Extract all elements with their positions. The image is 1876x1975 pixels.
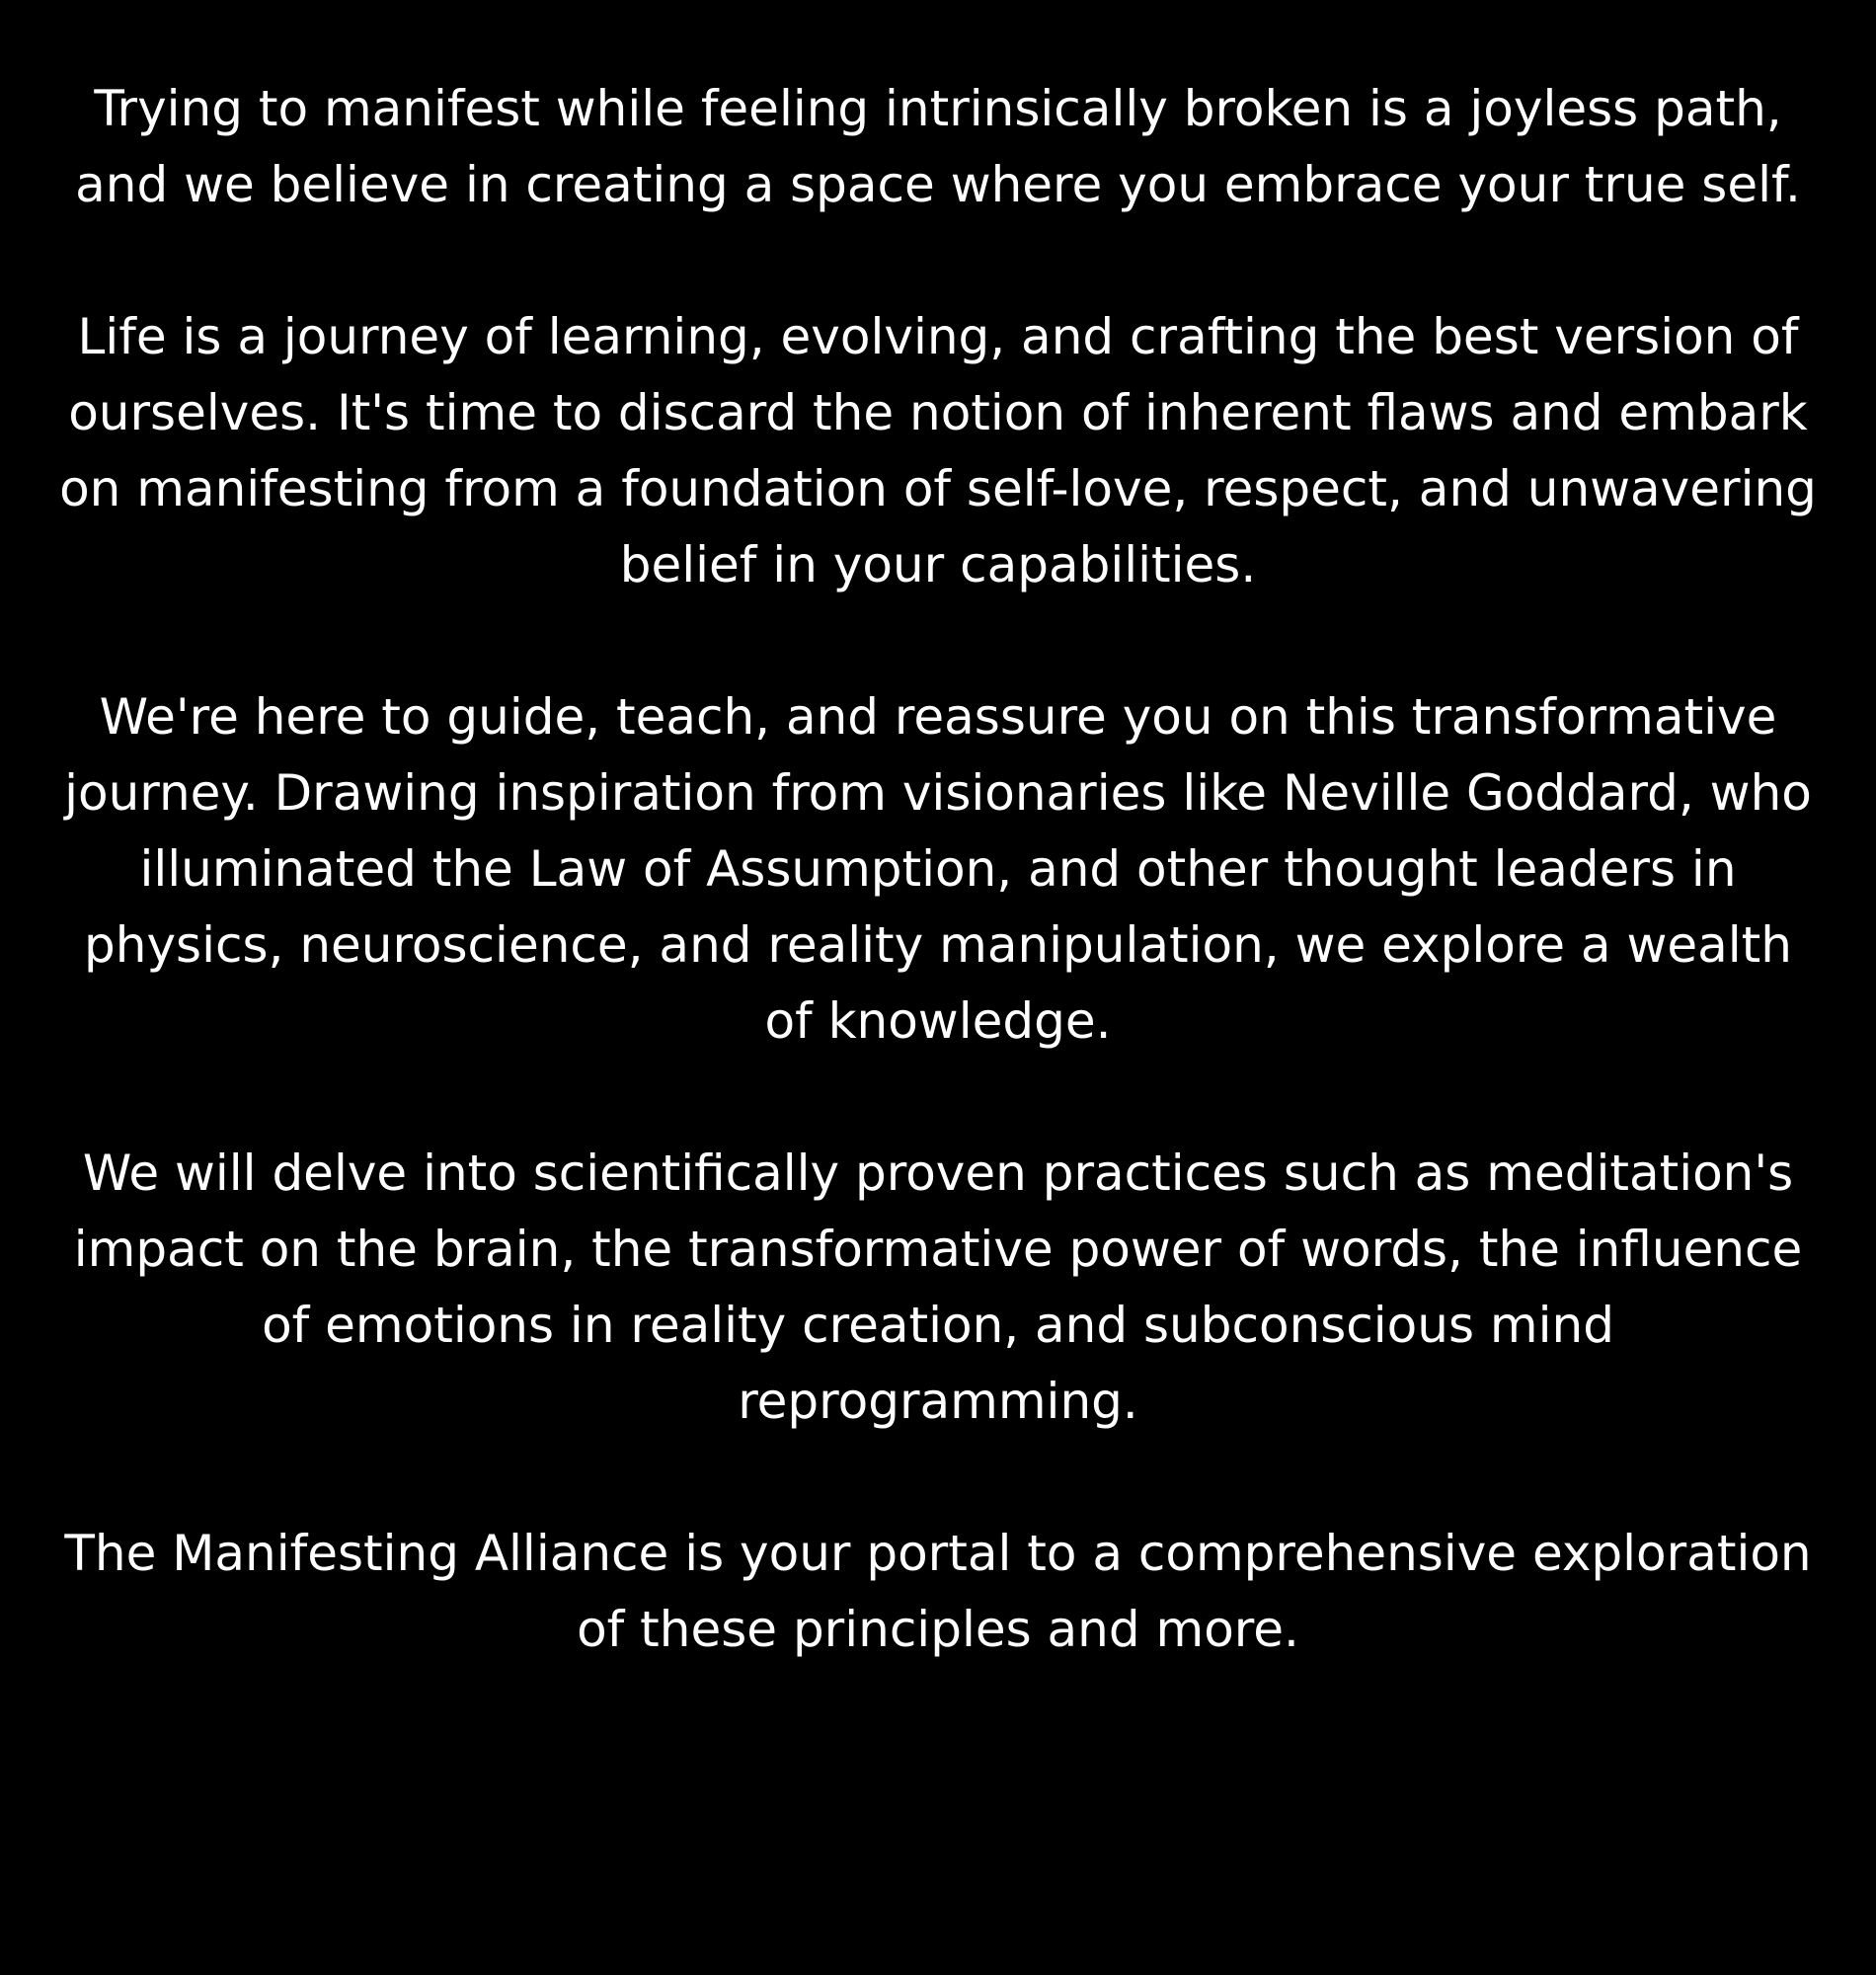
paragraph-practices: We will delve into scientifically proven practices such as meditation's impact on the brain, the transformative power of words, the influence of emotions in reality creation, and subconscious mind reprogramming. [73, 1145, 1803, 1430]
paragraph-guidance: We're here to guide, teach, and reassure you on this transformative journey. Drawing inspiration from visionaries like Neville Goddard, who illuminated the Law of Assumption, and other thought leaders in physics, neuroscience, and reality manipulation, we explore a wealth of knowledge. [64, 688, 1812, 1050]
paragraph-intro: Trying to manifest while feeling intrinsically broken is a joyless path, and we believe in creating a space where you embrace your true self. [75, 80, 1801, 213]
paragraph-alliance: The Manifesting Alliance is your portal to a comprehensive exploration of these principles and more. [64, 1525, 1812, 1658]
paragraph-life-journey: Life is a journey of learning, evolving, and crafting the best version of ourselves. It's time to discard the notion of inherent flaws and embark on manifesting from a foundation of self-love, respect, and unwavering belief in your capabilities. [59, 308, 1817, 593]
text-document [59, 71, 1817, 1668]
